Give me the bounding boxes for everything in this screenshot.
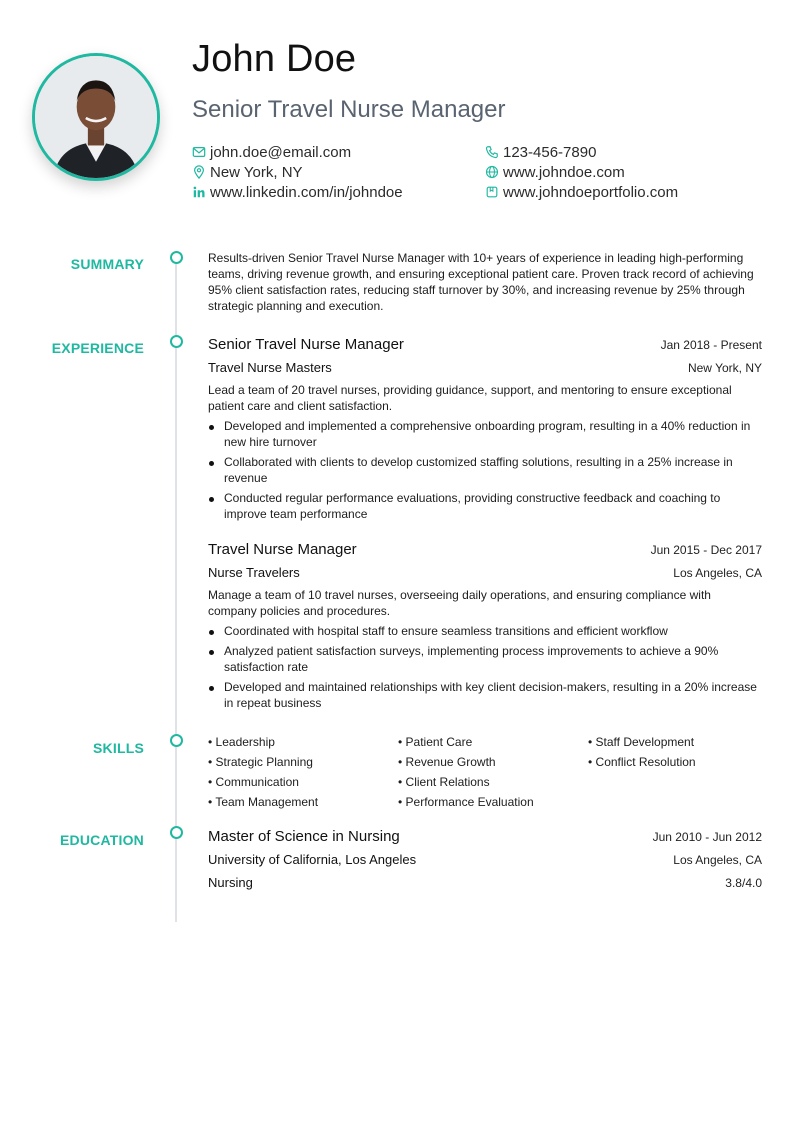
location-pin-icon bbox=[192, 165, 206, 179]
gpa: 3.8/4.0 bbox=[725, 876, 762, 890]
skill-item: • Leadership bbox=[208, 734, 398, 750]
school-location: Los Angeles, CA bbox=[673, 853, 762, 867]
job-role: Travel Nurse Manager bbox=[208, 541, 357, 558]
skill-item: • Communication bbox=[208, 774, 398, 790]
location-text: New York, NY bbox=[210, 163, 303, 181]
phone-icon bbox=[485, 145, 499, 159]
contact-email[interactable] bbox=[192, 142, 351, 162]
mail-icon bbox=[192, 145, 206, 159]
education-entry bbox=[208, 828, 762, 897]
skill-item: • Client Relations bbox=[398, 774, 588, 790]
website-text: www.johndoe.com bbox=[503, 163, 625, 181]
phone-text: 123-456-7890 bbox=[503, 143, 597, 161]
job-dates: Jun 2015 - Dec 2017 bbox=[650, 543, 762, 557]
job-location: New York, NY bbox=[687, 361, 762, 375]
linkedin-icon bbox=[192, 185, 206, 199]
list-item: Analyzed patient satisfaction surveys, implementing process improvements to achieve a 90% satisfaction rate bbox=[208, 643, 762, 675]
list-item: Coordinated with hospital staff to ensure seamless transitions and efficient workflow bbox=[208, 623, 762, 639]
portfolio-icon bbox=[485, 185, 499, 199]
globe-icon bbox=[485, 165, 499, 179]
job-description: Manage a team of 10 travel nurses, overseeing daily operations, and ensuring compliance with company policies and procedures. bbox=[208, 588, 711, 618]
linkedin-text: www.linkedin.com/in/johndoe bbox=[210, 183, 403, 201]
job-role: Senior Travel Nurse Manager bbox=[208, 336, 404, 353]
degree: Master of Science in Nursing bbox=[208, 828, 400, 845]
field-of-study: Nursing bbox=[208, 875, 253, 890]
contact-phone[interactable] bbox=[485, 142, 596, 162]
summary-text: Results-driven Senior Travel Nurse Manager with 10+ years of experience in leading high-performing teams, driving revenue growth, and ensuring exceptional patient care. Proven track record of achieving 95% client satisfaction rates, reducing staff turnover by 30%, and increasing revenue by 25% through strategic planning and execution. bbox=[208, 251, 754, 313]
skill-item: • Staff Development bbox=[588, 734, 762, 750]
job-location: Los Angeles, CA bbox=[673, 566, 762, 580]
candidate-name: John Doe bbox=[192, 38, 357, 80]
skill-item: • Conflict Resolution bbox=[588, 754, 762, 770]
skill-item: • Strategic Planning bbox=[208, 754, 398, 770]
experience-entry bbox=[208, 336, 762, 526]
job-title: Senior Travel Nurse Manager bbox=[192, 96, 506, 123]
timeline-dot bbox=[170, 826, 183, 839]
contact-portfolio[interactable] bbox=[485, 182, 678, 202]
list-item: Developed and maintained relationships with key client decision-makers, resulting in a 20% increase in repeat business bbox=[208, 679, 762, 711]
avatar bbox=[32, 53, 160, 181]
timeline-dot bbox=[170, 734, 183, 747]
contact-location bbox=[192, 162, 303, 182]
list-item: Conducted regular performance evaluations, providing constructive feedback and coaching to improve team performance bbox=[208, 490, 762, 522]
contact-website[interactable] bbox=[485, 162, 625, 182]
education-dates: Jun 2010 - Jun 2012 bbox=[652, 830, 762, 844]
contact-linkedin[interactable] bbox=[192, 182, 403, 202]
job-dates: Jan 2018 - Present bbox=[660, 338, 762, 352]
skill-item: • Team Management bbox=[208, 794, 398, 810]
skills-grid bbox=[208, 734, 762, 810]
company-name: Travel Nurse Masters bbox=[208, 360, 332, 375]
summary-heading: SUMMARY bbox=[70, 256, 144, 272]
education-heading: EDUCATION bbox=[60, 832, 144, 848]
profile-photo bbox=[35, 56, 157, 178]
timeline-dot bbox=[170, 335, 183, 348]
skill-item: • Performance Evaluation bbox=[398, 794, 588, 810]
list-item: Developed and implemented a comprehensive onboarding program, resulting in a 40% reduction in new hire turnover bbox=[208, 418, 762, 450]
timeline-dot bbox=[170, 251, 183, 264]
job-description: Lead a team of 20 travel nurses, providing guidance, support, and mentoring to ensure exceptional patient care and client satisfaction. bbox=[208, 383, 732, 413]
company-name: Nurse Travelers bbox=[208, 565, 300, 580]
experience-entry bbox=[208, 541, 762, 715]
portfolio-text: www.johndoeportfolio.com bbox=[503, 183, 679, 201]
skills-heading: SKILLS bbox=[93, 740, 144, 756]
email-text: john.doe@email.com bbox=[210, 143, 352, 161]
experience-heading: EXPERIENCE bbox=[51, 340, 144, 356]
list-item: Collaborated with clients to develop customized staffing solutions, resulting in a 25% increase in revenue bbox=[208, 454, 762, 486]
timeline-line bbox=[175, 258, 177, 922]
skill-item: • Revenue Growth bbox=[398, 754, 588, 770]
school-name: University of California, Los Angeles bbox=[208, 852, 417, 867]
skill-item: • Patient Care bbox=[398, 734, 588, 750]
